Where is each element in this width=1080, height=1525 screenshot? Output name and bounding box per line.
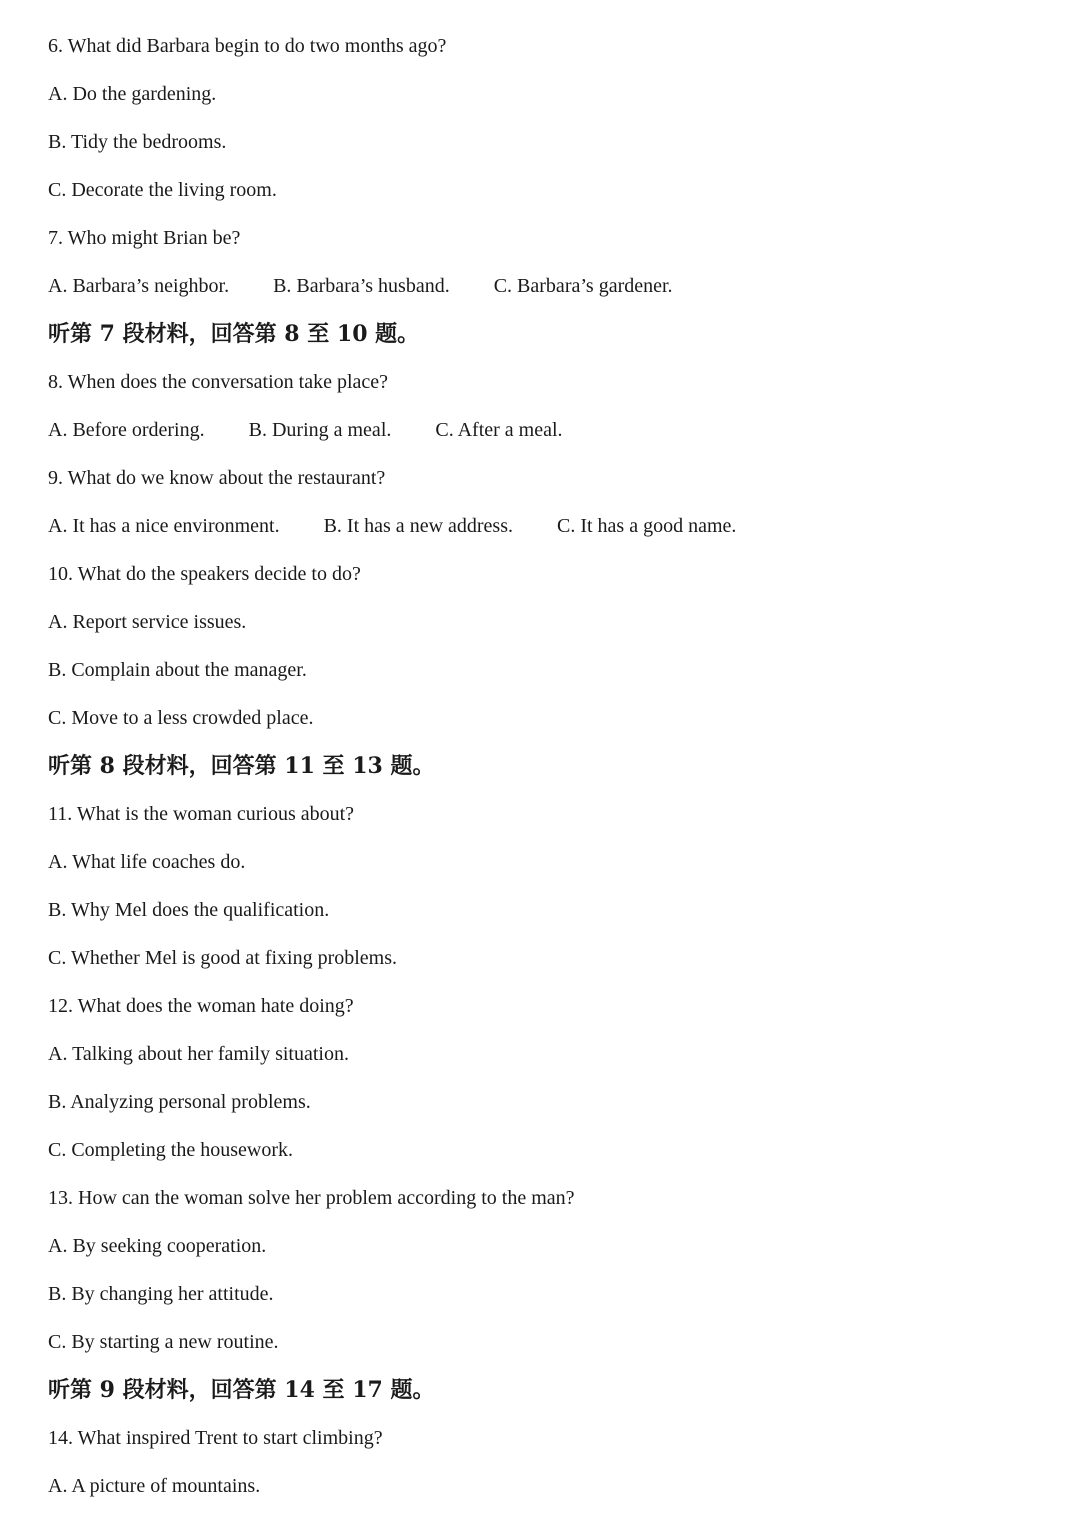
option-row (48, 510, 1048, 558)
answer-option: B. Barbara’s husband. (273, 275, 450, 297)
answer-option: B. Why Mel does the qualification. (48, 899, 330, 921)
answer-option: C. By starting a new routine. (48, 1331, 279, 1353)
answer-option: A. A picture of mountains. (48, 1475, 261, 1497)
question-text: 10. What do the speakers decide to do? (48, 563, 361, 585)
question-text: 6. What did Barbara begin to do two months ago? (48, 35, 447, 57)
answer-option: A. Talking about her family situation. (48, 1043, 349, 1065)
answer-option: A. Before ordering. (48, 419, 205, 441)
question-text: 9. What do we know about the restaurant? (48, 467, 386, 489)
question-text: 8. When does the conversation take place? (48, 371, 389, 393)
answer-option: C. Decorate the living room. (48, 179, 277, 201)
question-text: 11. What is the woman curious about? (48, 803, 355, 825)
answer-option: A. Report service issues. (48, 611, 247, 633)
answer-option: A. It has a nice environment. (48, 515, 280, 537)
answer-option: A. By seeking cooperation. (48, 1235, 267, 1257)
answer-option: B. By changing her attitude. (48, 1283, 274, 1305)
answer-option: A. Barbara’s neighbor. (48, 275, 230, 297)
answer-option: C. It has a good name. (557, 515, 737, 537)
section-heading: 听第 9 段材料，回答第 14 至 17 题。 (48, 1377, 435, 1403)
question-text: 7. Who might Brian be? (48, 227, 241, 249)
answer-option: C. Completing the housework. (48, 1139, 293, 1161)
question-text: 13. How can the woman solve her problem according to the man? (48, 1187, 575, 1209)
answer-option: C. After a meal. (435, 419, 563, 441)
answer-option: B. Complain about the manager. (48, 659, 307, 681)
answer-option: B. Tidy the bedrooms. (48, 131, 227, 153)
option-row (48, 270, 1048, 318)
document-page (48, 30, 1048, 1518)
answer-option: A. What life coaches do. (48, 851, 246, 873)
answer-option: C. Whether Mel is good at fixing problems. (48, 947, 398, 969)
option-row (48, 414, 1048, 462)
section-heading: 听第 7 段材料，回答第 8 至 10 题。 (48, 321, 420, 347)
answer-option: B. It has a new address. (323, 515, 513, 537)
section-heading: 听第 8 段材料，回答第 11 至 13 题。 (48, 753, 435, 779)
question-text: 12. What does the woman hate doing? (48, 995, 354, 1017)
answer-option: A. Do the gardening. (48, 83, 217, 105)
answer-option: B. Analyzing personal problems. (48, 1091, 311, 1113)
answer-option: C. Move to a less crowded place. (48, 707, 314, 729)
answer-option: B. During a meal. (248, 419, 392, 441)
question-text: 14. What inspired Trent to start climbing? (48, 1427, 383, 1449)
answer-option: C. Barbara’s gardener. (493, 275, 673, 297)
